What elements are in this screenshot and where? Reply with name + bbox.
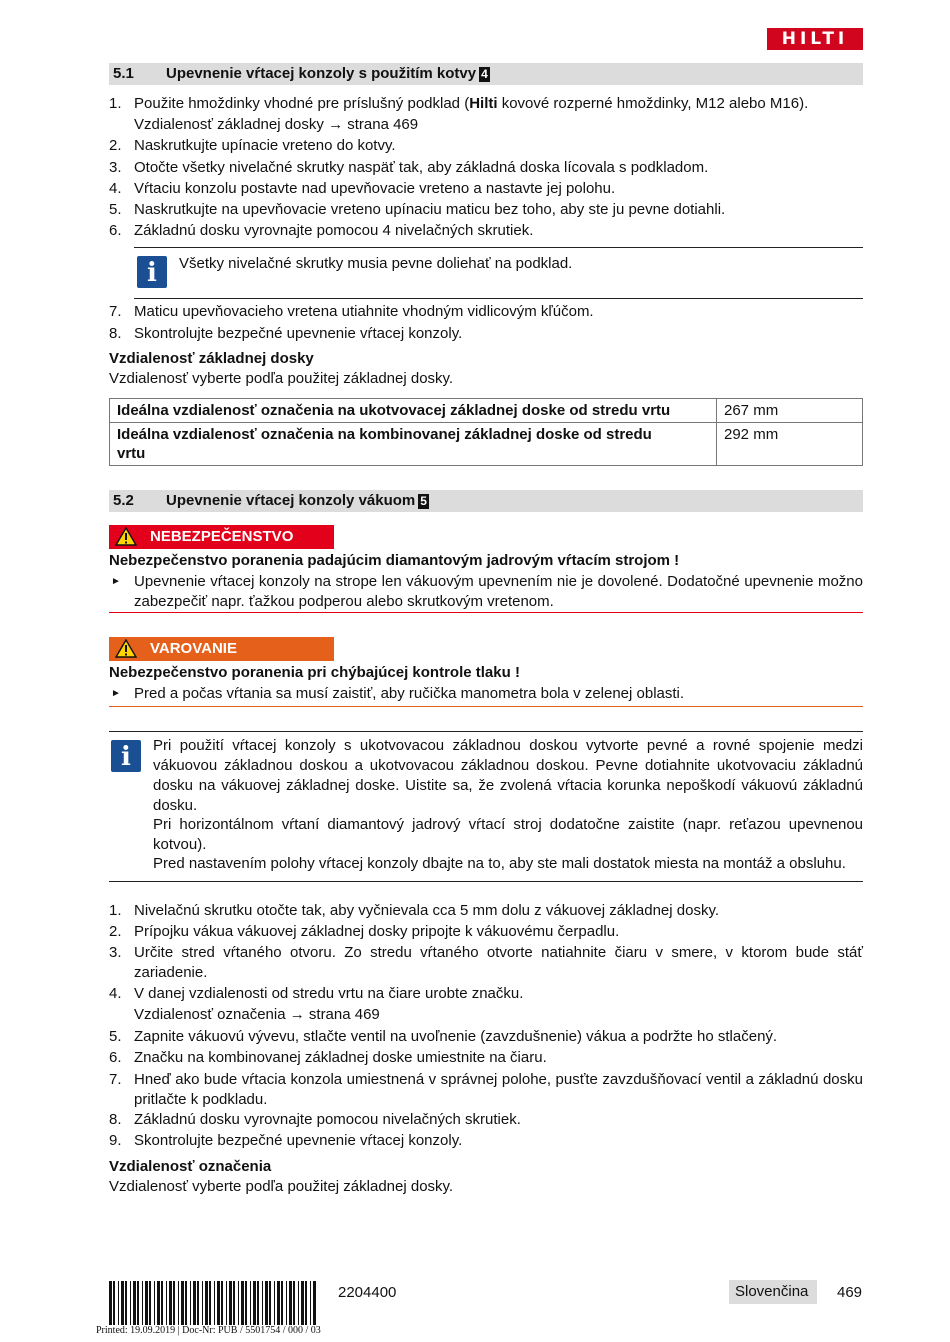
barcode-stripe bbox=[257, 1281, 259, 1325]
barcode-stripe bbox=[169, 1281, 172, 1325]
language-text: Slovenčina bbox=[735, 1283, 809, 1300]
table-cell-value: 267 mm bbox=[717, 399, 863, 423]
barcode-stripe bbox=[241, 1281, 244, 1325]
danger-label bbox=[109, 525, 334, 549]
barcode-stripe bbox=[269, 1281, 271, 1325]
step-number: 5. bbox=[109, 201, 122, 218]
warning-label bbox=[109, 637, 334, 661]
step-number: 2. bbox=[109, 923, 122, 940]
barcode-stripe bbox=[125, 1281, 127, 1325]
divider bbox=[109, 731, 863, 732]
section-title bbox=[166, 492, 429, 509]
step-number: 8. bbox=[109, 1111, 122, 1128]
barcode-stripe bbox=[214, 1281, 215, 1325]
barcode-stripe bbox=[161, 1281, 163, 1325]
step-text bbox=[134, 94, 808, 114]
step-number: 2. bbox=[109, 137, 122, 154]
warning-label-text: VAROVANIE bbox=[150, 640, 237, 657]
step-number: 7. bbox=[109, 303, 122, 320]
table-cell-label bbox=[110, 423, 717, 466]
step-text: Značku na kombinovanej základnej doske umiestnite na čiaru. bbox=[134, 1049, 547, 1066]
step-number: 6. bbox=[109, 1049, 122, 1066]
barcode-stripe bbox=[157, 1281, 160, 1325]
step-text: Skontrolujte bezpečné upevnenie vŕtacej konzoly. bbox=[134, 1132, 463, 1149]
barcode-stripe bbox=[154, 1281, 155, 1325]
barcode-stripe bbox=[217, 1281, 220, 1325]
warning-divider bbox=[109, 706, 863, 707]
warning-text: Pred a počas vŕtania sa musí zaistiť, aby ručička manometra bola v zelenej oblasti. bbox=[134, 685, 685, 702]
step-number: 5. bbox=[109, 1028, 122, 1045]
barcode-stripe bbox=[173, 1281, 175, 1325]
info-note: Všetky nivelačné skrutky musia pevne doliehať na podklad. bbox=[179, 255, 573, 272]
page-reference-link[interactable]: Vzdialenosť základnej dosky → strana 469 bbox=[134, 116, 419, 133]
barcode-stripe bbox=[310, 1281, 311, 1325]
barcode bbox=[109, 1281, 317, 1325]
danger-divider bbox=[109, 612, 863, 613]
subheading: Vzdialenosť označenia bbox=[109, 1158, 272, 1175]
subtext: Vzdialenosť vyberte podľa použitej základnej dosky. bbox=[109, 1178, 454, 1195]
section-header-5-2 bbox=[109, 490, 863, 512]
printed-info: Printed: 19.09.2019 | Doc-Nr: PUB / 5501754 / 000 / 03 bbox=[96, 1325, 321, 1336]
step-text: Určite stred vŕtaného otvoru. Zo stredu vŕtaného otvorte natiahnite čiaru v smere, v ktorom bude stáť zariadenie. bbox=[134, 944, 863, 981]
barcode-stripe bbox=[193, 1281, 196, 1325]
subheading: Vzdialenosť základnej dosky bbox=[109, 350, 314, 367]
step-text-part: kovové rozperné hmoždinky, M12 alebo M16). bbox=[497, 95, 809, 112]
table-row bbox=[110, 423, 863, 466]
step-number: 3. bbox=[109, 944, 122, 961]
barcode-stripe bbox=[185, 1281, 187, 1325]
page-reference-link[interactable]: Vzdialenosť označenia → strana 469 bbox=[134, 1006, 380, 1023]
barcode-stripe bbox=[233, 1281, 235, 1325]
barcode-stripe bbox=[305, 1281, 307, 1325]
bullet-icon: ► bbox=[111, 688, 121, 699]
info-paragraph: Pri horizontálnom vŕtaní diamantový jadrový vŕtací stroj dodatočne zaistite (napr. reťazou upevnenou kotvou). bbox=[153, 816, 863, 853]
distance-table bbox=[109, 398, 863, 466]
barcode-stripe bbox=[265, 1281, 268, 1325]
logo-text: HILTI bbox=[781, 29, 849, 49]
barcode-stripe bbox=[221, 1281, 223, 1325]
step-number: 4. bbox=[109, 985, 122, 1002]
label-line: vrtu bbox=[117, 445, 146, 462]
barcode-stripe bbox=[250, 1281, 251, 1325]
barcode-stripe bbox=[137, 1281, 139, 1325]
barcode-stripe bbox=[281, 1281, 283, 1325]
barcode-stripe bbox=[197, 1281, 199, 1325]
section-number: 5.1 bbox=[113, 65, 134, 82]
section-title-text: Upevnenie vŕtacej konzoly vákuom bbox=[166, 492, 416, 509]
barcode-stripe bbox=[133, 1281, 136, 1325]
barcode-stripe bbox=[286, 1281, 287, 1325]
danger-text: Upevnenie vŕtacej konzoly na strope len vákuovým upevnením nie je dovolené. Dodatočné upevnenie možno zabezpečiť napr. ťažkou podperou alebo skrutkovým vretenom. bbox=[134, 573, 863, 610]
barcode-stripe bbox=[118, 1281, 119, 1325]
step-text: Vŕtaciu konzolu postavte nad upevňovacie vreteno a nastavte jej polohu. bbox=[134, 180, 616, 197]
step-text: Maticu upevňovacieho vretena utiahnite vhodným vidlicovým kľúčom. bbox=[134, 303, 594, 320]
barcode-stripe bbox=[149, 1281, 151, 1325]
step-text: Skontrolujte bezpečné upevnenie vŕtacej konzoly. bbox=[134, 325, 463, 342]
barcode-stripe bbox=[178, 1281, 179, 1325]
table-row bbox=[110, 399, 863, 423]
barcode-stripe bbox=[145, 1281, 148, 1325]
label-line: Ideálna vzdialenosť označenia na kombinovanej základnej doske od stredu bbox=[117, 426, 652, 443]
divider bbox=[109, 881, 863, 882]
step-text: Základnú dosku vyrovnajte pomocou nivelačných skrutiek. bbox=[134, 1111, 521, 1128]
step-text: Základnú dosku vyrovnajte pomocou 4 nivelačných skrutiek. bbox=[134, 222, 534, 239]
step-text: V danej vzdialenosti od stredu vrtu na čiare urobte značku. bbox=[134, 985, 524, 1002]
hilti-logo bbox=[767, 28, 863, 50]
danger-heading: Nebezpečenstvo poranenia padajúcim diamantovým jadrovým vŕtacím strojom ! bbox=[109, 552, 680, 569]
barcode-stripe bbox=[109, 1281, 112, 1325]
barcode-stripe bbox=[262, 1281, 263, 1325]
barcode-stripe bbox=[229, 1281, 232, 1325]
step-number: 8. bbox=[109, 325, 122, 342]
brand-name: Hilti bbox=[469, 95, 498, 112]
step-text: Prípojku vákua vákuovej základnej dosky pripojte k vákuovému čerpadlu. bbox=[134, 923, 620, 940]
barcode-stripe bbox=[226, 1281, 227, 1325]
divider bbox=[134, 298, 863, 299]
step-text: Zapnite vákuovú vývevu, stlačte ventil na uvoľnenie (zavzdušnenie) vákua a podržte ho stlačený. bbox=[134, 1028, 778, 1045]
barcode-stripe bbox=[289, 1281, 292, 1325]
step-text: Naskrutkujte na upevňovacie vreteno upínaciu maticu bez toho, aby ste ju pevne dotiahli. bbox=[134, 201, 726, 218]
figure-ref: 5 bbox=[420, 494, 427, 508]
bullet-icon: ► bbox=[111, 576, 121, 587]
barcode-stripe bbox=[205, 1281, 208, 1325]
step-text: Nivelačnú skrutku otočte tak, aby vyčnievala cca 5 mm dolu z vákuovej základnej dosky. bbox=[134, 902, 719, 919]
barcode-stripe bbox=[298, 1281, 299, 1325]
barcode-stripe bbox=[113, 1281, 115, 1325]
barcode-stripe bbox=[190, 1281, 191, 1325]
danger-label-text: NEBEZPEČENSTVO bbox=[150, 528, 294, 545]
barcode-stripe bbox=[301, 1281, 304, 1325]
warning-triangle-icon bbox=[115, 639, 137, 658]
divider bbox=[134, 247, 863, 248]
warning-heading: Nebezpečenstvo poranenia pri chýbajúcej kontrole tlaku ! bbox=[109, 664, 520, 681]
barcode-stripe bbox=[142, 1281, 143, 1325]
step-number: 1. bbox=[109, 95, 122, 112]
barcode-stripe bbox=[130, 1281, 131, 1325]
warning-triangle-icon bbox=[115, 527, 137, 546]
doc-number: 2204400 bbox=[338, 1284, 397, 1301]
step-number: 7. bbox=[109, 1071, 122, 1088]
barcode-stripe bbox=[245, 1281, 247, 1325]
subtext: Vzdialenosť vyberte podľa použitej základnej dosky. bbox=[109, 370, 454, 387]
barcode-stripe bbox=[253, 1281, 256, 1325]
page-number: 469 bbox=[837, 1284, 863, 1301]
step-number: 1. bbox=[109, 902, 122, 919]
barcode-stripe bbox=[293, 1281, 295, 1325]
step-number: 6. bbox=[109, 222, 122, 239]
step-text: Otočte všetky nivelačné skrutky naspäť tak, aby základná doska lícovala s podkladom. bbox=[134, 159, 709, 176]
step-number: 9. bbox=[109, 1132, 122, 1149]
barcode-stripe bbox=[277, 1281, 280, 1325]
barcode-stripe bbox=[274, 1281, 275, 1325]
barcode-stripe bbox=[181, 1281, 184, 1325]
section-number: 5.2 bbox=[113, 492, 134, 509]
barcode-stripe bbox=[209, 1281, 211, 1325]
step-number: 4. bbox=[109, 180, 122, 197]
section-title-text: Upevnenie vŕtacej konzoly s použitím kotvy bbox=[166, 65, 477, 82]
barcode-stripe bbox=[121, 1281, 124, 1325]
step-text: Naskrutkujte upínacie vreteno do kotvy. bbox=[134, 137, 396, 154]
table-cell-label: Ideálna vzdialenosť označenia na ukotvovacej základnej doske od stredu vrtu bbox=[110, 399, 717, 423]
figure-ref: 4 bbox=[481, 67, 488, 81]
section-header-5-1 bbox=[109, 63, 863, 85]
step-text-part: Použite hmoždinky vhodné pre príslušný podklad ( bbox=[134, 95, 470, 112]
info-icon: i bbox=[137, 256, 167, 288]
step-text: Hneď ako bude vŕtacia konzola umiestnená v správnej polohe, pusťte zavzdušňovací ventil a základnú dosku pritlačte k podkladu. bbox=[134, 1071, 863, 1108]
table-cell-value: 292 mm bbox=[717, 423, 863, 466]
section-title bbox=[166, 65, 490, 82]
barcode-stripe bbox=[313, 1281, 316, 1325]
language-badge bbox=[729, 1280, 817, 1304]
info-paragraph: Pred nastavením polohy vŕtacej konzoly dbajte na to, aby ste mali dostatok miesta na montáž a obsluhu. bbox=[153, 855, 846, 872]
barcode-stripe bbox=[166, 1281, 167, 1325]
info-icon: i bbox=[111, 740, 141, 772]
info-paragraph: Pri použití vŕtacej konzoly s ukotvovacou základnou doskou vytvorte pevné a rovné spojenie medzi vákuovou základnou doskou a ukotvovacou základnou doskou. Pevne dotiahnite ukotvovaciu základnú dosku na vákuovej základnej doske. Uistite sa, že zvolená vŕtacia korunka nepoškodí vákuovú základnú dosku. bbox=[153, 737, 863, 814]
step-number: 3. bbox=[109, 159, 122, 176]
barcode-stripe bbox=[202, 1281, 203, 1325]
barcode-stripe bbox=[238, 1281, 239, 1325]
